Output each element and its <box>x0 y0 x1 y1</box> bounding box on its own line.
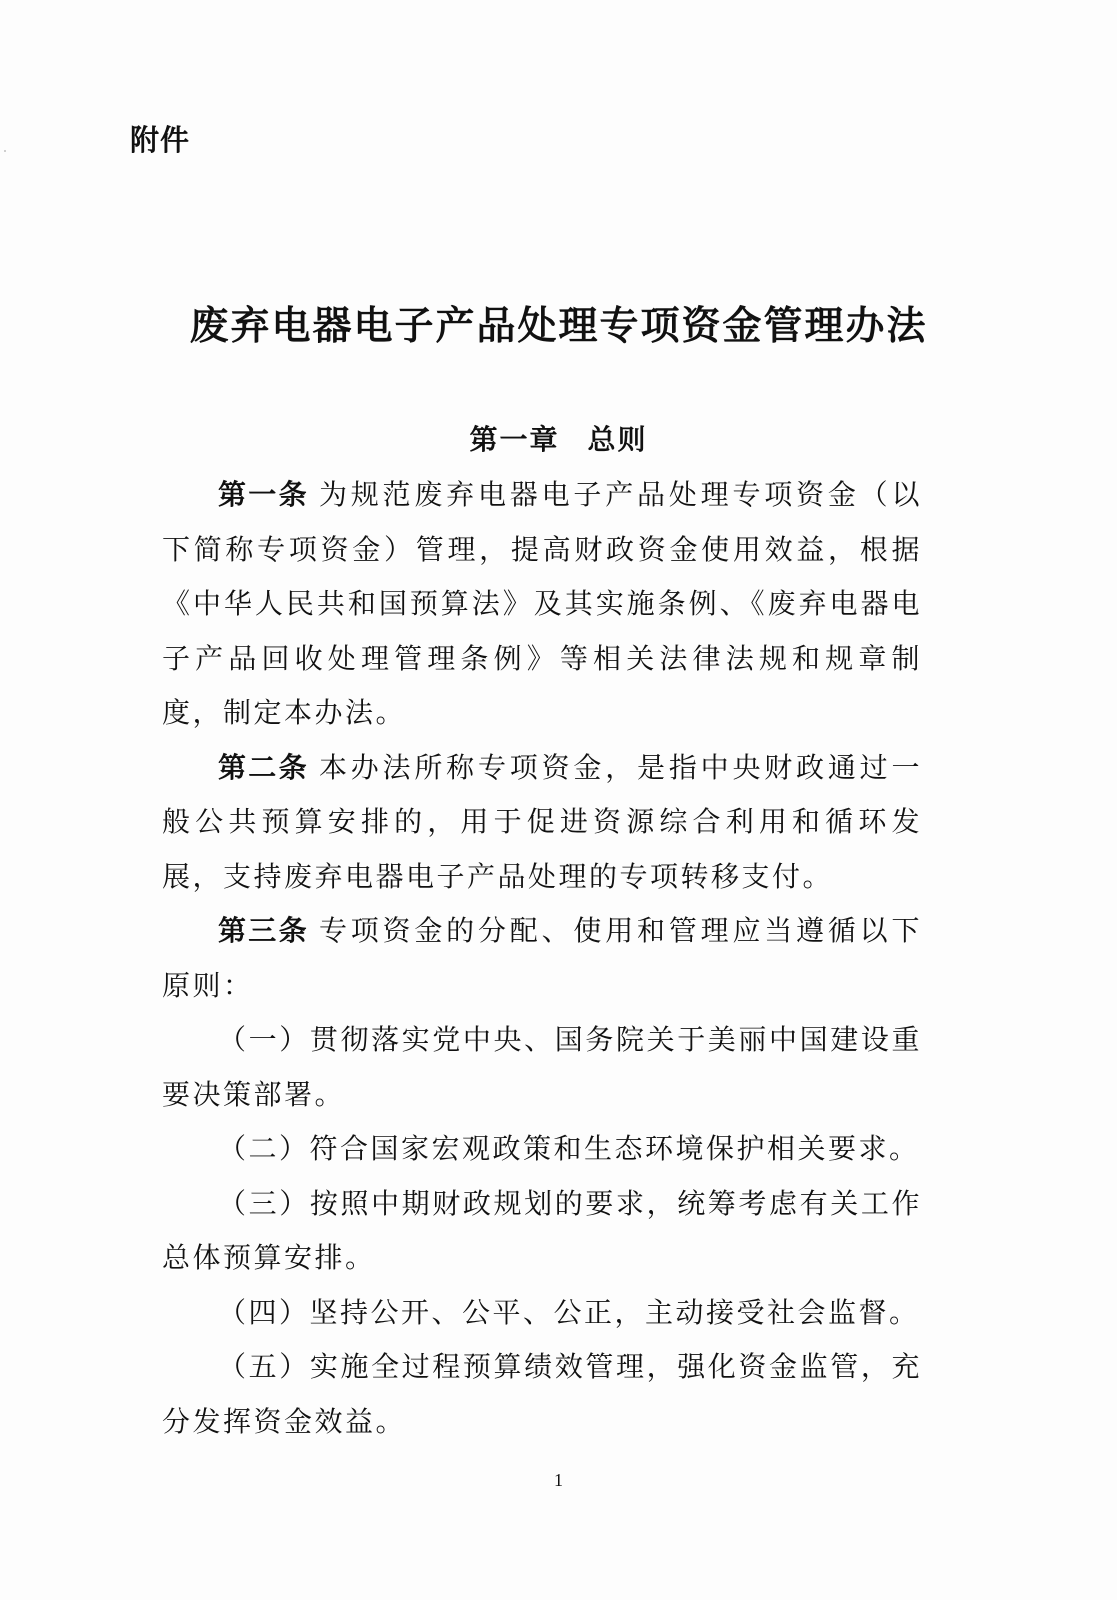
paragraph-text: （二）符合国家宏观政策和生态环境保护相关要求。 <box>218 1132 920 1165</box>
principle-item-2 <box>162 1122 922 1177</box>
principle-item-4 <box>162 1286 922 1341</box>
article-number: 第一条 <box>218 478 309 511</box>
article-number: 第二条 <box>218 750 309 784</box>
principle-item-5 <box>162 1340 922 1449</box>
document-body <box>162 468 922 1449</box>
chapter-name: 总则 <box>587 423 648 456</box>
chapter-heading <box>0 418 1117 458</box>
paragraph-text: 本办法所称专项资金，是指中央财政通过一般公共预算安排的，用于促进资源综合利用和循环发展，支持废弃电器电子产品处理的专项转移支付。 <box>162 750 922 893</box>
page-number: 1 <box>554 1470 563 1490</box>
principle-item-3 <box>162 1177 922 1286</box>
paragraph-text: 为规范废弃电器电子产品处理专项资金（以下简称专项资金）管理，提高财政资金使用效益，根据《中华人民共和国预算法》及其实施条例、《废弃电器电子产品回收处理管理条例》等相关法律法规和规章制度，制定本办法。 <box>162 478 922 729</box>
paragraph-text: （四）坚持公开、公平、公正，主动接受社会监督。 <box>218 1295 920 1329</box>
attachment-label: 附件 <box>130 123 191 157</box>
document-title: 废弃电器电子产品处理专项资金管理办法 <box>189 303 928 349</box>
paragraph-article-1 <box>162 468 922 741</box>
paragraph-text: （一）贯彻落实党中央、国务院关于美丽中国建设重要决策部署。 <box>162 1023 922 1111</box>
paragraph-text: （五）实施全过程预算绩效管理，强化资金监管，充分发挥资金效益。 <box>162 1350 922 1438</box>
principle-item-1 <box>162 1013 922 1122</box>
paragraph-article-2 <box>162 741 922 905</box>
scan-speck <box>4 150 6 152</box>
paragraph-text: 专项资金的分配、使用和管理应当遵循以下原则： <box>162 914 922 1002</box>
chapter-number: 第一章 <box>469 423 560 456</box>
paragraph-article-3 <box>162 904 922 1013</box>
paragraph-text: （三）按照中期财政规划的要求，统筹考虑有关工作总体预算安排。 <box>162 1186 922 1274</box>
article-number: 第三条 <box>218 914 309 947</box>
